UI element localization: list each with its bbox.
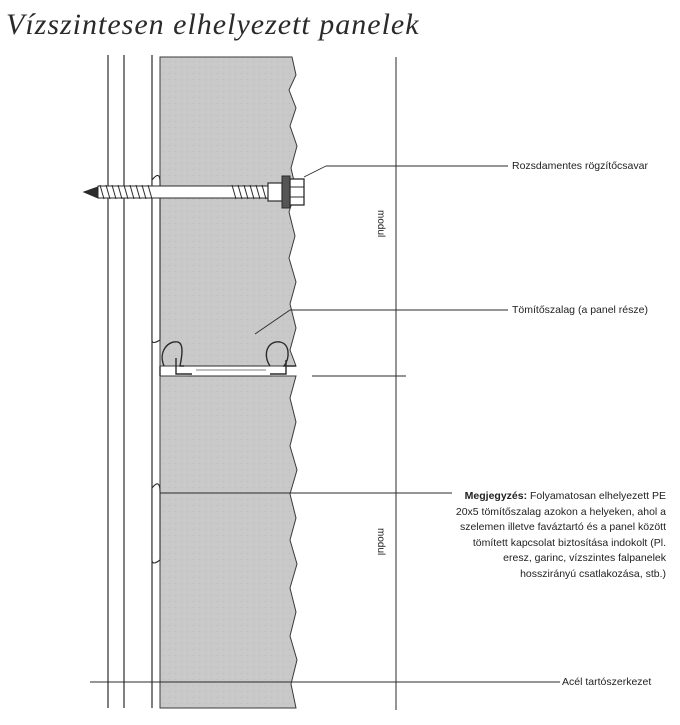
- note-block: [452, 489, 666, 582]
- note-text: Folyamatosan elhelyezett PE 20x5 tömítőszalag azokon a helyeken, ahol a szelemen illetve faváztartó és a panel között tömített kapcsolat biztosítása indokolt (Pl. eresz, garinc, vízszintes falpanelek hosszirányú csatlakozása, stb.): [455, 490, 666, 580]
- modul-label-lower: modul: [375, 528, 386, 556]
- steel-frame: [108, 55, 152, 708]
- modul-dimension-line: [312, 57, 406, 710]
- panel-facing: [152, 175, 160, 563]
- drawing-title: Vízszintesen elhelyezett panelek: [6, 8, 420, 41]
- frame-label: Acél tartószerkezet: [562, 676, 652, 688]
- screw-label: Rozsdamentes rögzítőcsavar: [512, 160, 648, 172]
- modul-label-upper: modul: [375, 210, 386, 238]
- note-heading: Megjegyzés:: [464, 490, 528, 502]
- seal-label: Tömítőszalag (a panel része): [512, 304, 648, 316]
- lower-panel: [160, 376, 297, 708]
